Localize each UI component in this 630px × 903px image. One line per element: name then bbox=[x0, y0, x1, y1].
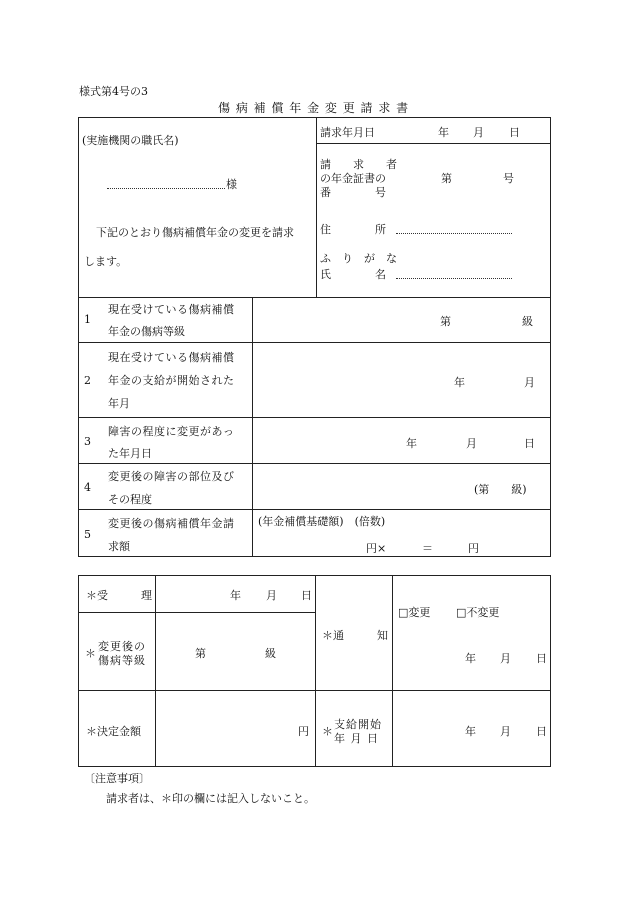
start-star: ＊ bbox=[322, 725, 333, 738]
row-3-nen: 年 bbox=[406, 437, 417, 450]
row-4-grade: (第 級) bbox=[474, 483, 527, 496]
notes-heading: 〔注意事項〕 bbox=[84, 772, 150, 785]
start-tsuki: 月 bbox=[500, 725, 511, 738]
org-label: (実施機関の職氏名) bbox=[82, 134, 179, 147]
request-date-label: 請求年月日 bbox=[320, 126, 375, 139]
grade-star: ＊ bbox=[85, 647, 96, 660]
grade-label-1: 変更後の bbox=[98, 640, 146, 653]
row-5-equals: ＝ bbox=[422, 542, 433, 555]
row-3-number: 3 bbox=[84, 435, 91, 448]
row-4-number: 4 bbox=[84, 481, 91, 494]
row-1-kyu: 級 bbox=[522, 315, 533, 328]
cert-label-2: の年金証書の bbox=[320, 172, 386, 185]
row-4-label-2: その程度 bbox=[108, 493, 152, 506]
row-2-label-3: 年月 bbox=[108, 397, 130, 410]
notes-text: 請求者は、＊印の欄には記入しないこと。 bbox=[106, 792, 315, 805]
address-label: 住 所 bbox=[320, 223, 386, 236]
row-2-number: 2 bbox=[84, 374, 91, 387]
row-5-label-1: 変更後の傷病補償年金請 bbox=[108, 517, 235, 530]
receipt-tsuki: 月 bbox=[266, 589, 277, 602]
notice-hi: 日 bbox=[536, 652, 547, 665]
name-line bbox=[396, 278, 512, 279]
start-nen: 年 bbox=[465, 725, 476, 738]
grade-dai: 第 bbox=[195, 647, 206, 660]
receipt-nen: 年 bbox=[230, 589, 241, 602]
cert-label-3: 番 号 bbox=[320, 186, 386, 199]
form-number: 様式第4号の3 bbox=[79, 85, 148, 98]
name-label: 氏 名 bbox=[320, 268, 386, 281]
grade-label-2: 傷病等級 bbox=[98, 654, 146, 667]
request-date-hi: 日 bbox=[509, 126, 520, 139]
cert-dai: 第 bbox=[441, 172, 452, 185]
start-label-2: 年 月 日 bbox=[334, 732, 379, 745]
furigana-label: ふ り が な bbox=[320, 252, 397, 265]
amount-yen: 円 bbox=[298, 725, 309, 738]
row-5-head: (年金補償基礎額) (倍数) bbox=[258, 515, 386, 528]
amount-label: ＊決定金額 bbox=[86, 725, 141, 738]
row-1-label-2: 年金の傷病等級 bbox=[108, 325, 185, 338]
cert-go: 号 bbox=[503, 172, 514, 185]
row-3-hi: 日 bbox=[524, 437, 535, 450]
address-line bbox=[396, 233, 512, 234]
form-title: 傷 病 補 償 年 金 変 更 請 求 書 bbox=[218, 101, 410, 115]
receipt-hi: 日 bbox=[301, 589, 312, 602]
request-date-tsuki: 月 bbox=[473, 126, 484, 139]
grade-kyu: 級 bbox=[265, 647, 276, 660]
change-checkbox[interactable]: □変更 bbox=[398, 606, 431, 619]
request-text-1: 下記のとおり傷病補償年金の変更を請求 bbox=[96, 226, 294, 239]
row-4-label-1: 変更後の障害の部位及び bbox=[108, 470, 235, 483]
row-5-yen-times: 円× bbox=[366, 542, 387, 555]
row-5-number: 5 bbox=[84, 528, 91, 541]
start-hi: 日 bbox=[536, 725, 547, 738]
sama-label: 様 bbox=[226, 178, 237, 191]
request-text-2: します。 bbox=[84, 255, 128, 268]
org-name-line bbox=[107, 188, 225, 189]
row-1-label-1: 現在受けている傷病補償 bbox=[108, 303, 235, 316]
row-3-label-2: た年月日 bbox=[108, 447, 152, 460]
row-2-label-1: 現在受けている傷病補償 bbox=[108, 351, 235, 364]
row-2-label-2: 年金の支給が開始された bbox=[108, 374, 235, 387]
row-5-label-2: 求額 bbox=[108, 540, 130, 553]
row-1-dai: 第 bbox=[440, 315, 451, 328]
row-2-tsuki: 月 bbox=[524, 376, 535, 389]
row-3-tsuki: 月 bbox=[466, 437, 477, 450]
row-5-yen: 円 bbox=[468, 542, 479, 555]
notice-tsuki: 月 bbox=[500, 652, 511, 665]
row-2-nen: 年 bbox=[454, 376, 465, 389]
receipt-label: ＊受 理 bbox=[86, 589, 152, 602]
no-change-checkbox[interactable]: □不変更 bbox=[456, 606, 500, 619]
cert-label-1: 請 求 者 bbox=[320, 158, 397, 171]
row-3-label-1: 障害の程度に変更があっ bbox=[108, 425, 235, 438]
notice-label: ＊通 知 bbox=[322, 629, 388, 642]
start-label-1: 支給開始 bbox=[334, 718, 382, 731]
row-1-number: 1 bbox=[84, 313, 91, 326]
notice-nen: 年 bbox=[465, 652, 476, 665]
request-date-nen: 年 bbox=[438, 126, 449, 139]
